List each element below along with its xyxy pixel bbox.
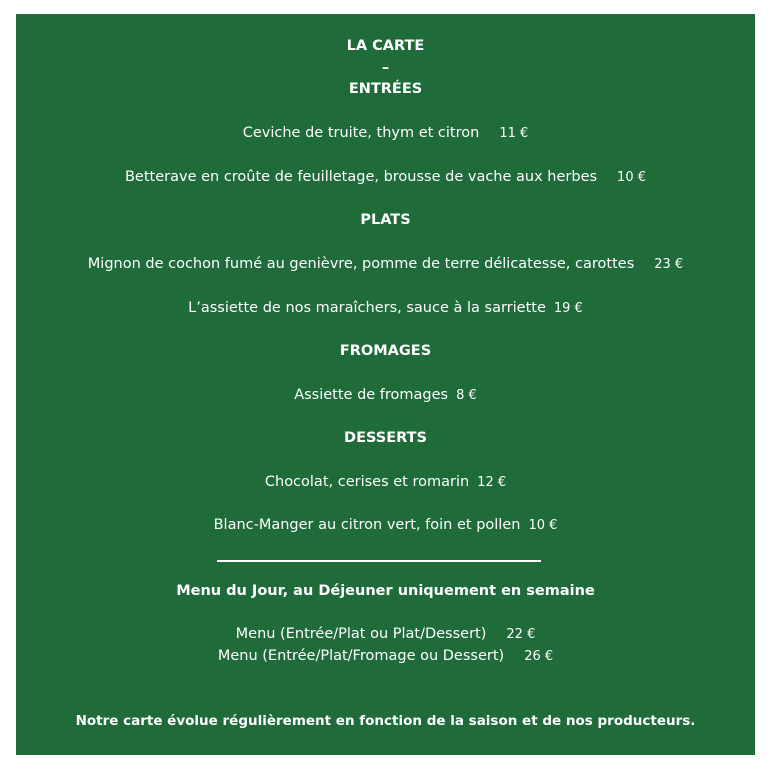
- option-price: 26 €: [524, 649, 554, 664]
- section-heading-fromages: FROMAGES: [339, 343, 432, 359]
- menu-item: [16, 386, 755, 405]
- menu-du-jour-option: [16, 647, 755, 666]
- item-price: 11 €: [499, 126, 529, 141]
- item-name: Assiette de fromages: [294, 387, 449, 403]
- menu-board: [16, 14, 755, 755]
- menu-item: [16, 255, 755, 274]
- item-price: 10 €: [528, 518, 558, 533]
- option-name: Menu (Entrée/Plat/Fromage ou Dessert): [217, 648, 505, 664]
- option-price: 22 €: [506, 627, 536, 642]
- item-name: L’assiette de nos maraîchers, sauce à la sarriette: [188, 300, 546, 316]
- item-price: 19 €: [553, 301, 583, 316]
- menu-item: [16, 124, 755, 143]
- menu-item: [16, 516, 755, 535]
- footer-note: Notre carte évolue régulièrement en fonction de la saison et de nos producteurs.: [75, 713, 696, 729]
- item-name: Mignon de cochon fumé au genièvre, pomme de terre délicatesse, carottes: [87, 256, 635, 272]
- menu-du-jour-option: [16, 625, 755, 644]
- menu-item: [16, 168, 755, 187]
- item-name: Blanc-Manger au citron vert, foin et pollen: [213, 517, 521, 533]
- section-heading-desserts: DESSERTS: [344, 430, 427, 446]
- item-price: 8 €: [456, 388, 477, 403]
- item-name: Betterave en croûte de feuilletage, brousse de vache aux herbes: [124, 169, 598, 185]
- item-price: 23 €: [654, 257, 684, 272]
- item-price: 12 €: [477, 475, 507, 490]
- section-divider: [217, 560, 541, 562]
- item-price: 10 €: [617, 170, 646, 185]
- title-separator: –: [381, 60, 390, 76]
- menu-item: [16, 299, 755, 318]
- option-name: Menu (Entrée/Plat ou Plat/Dessert): [235, 626, 487, 642]
- menu-title: LA CARTE: [346, 38, 425, 54]
- item-name: Ceviche de truite, thym et citron: [242, 125, 480, 141]
- menu-item: [16, 473, 755, 492]
- item-name: Chocolat, cerises et romarin: [264, 474, 470, 490]
- section-heading-entrees: ENTRÉES: [348, 81, 423, 97]
- menu-du-jour-heading: Menu du Jour, au Déjeuner uniquement en semaine: [176, 583, 595, 599]
- section-heading-plats: PLATS: [360, 212, 411, 228]
